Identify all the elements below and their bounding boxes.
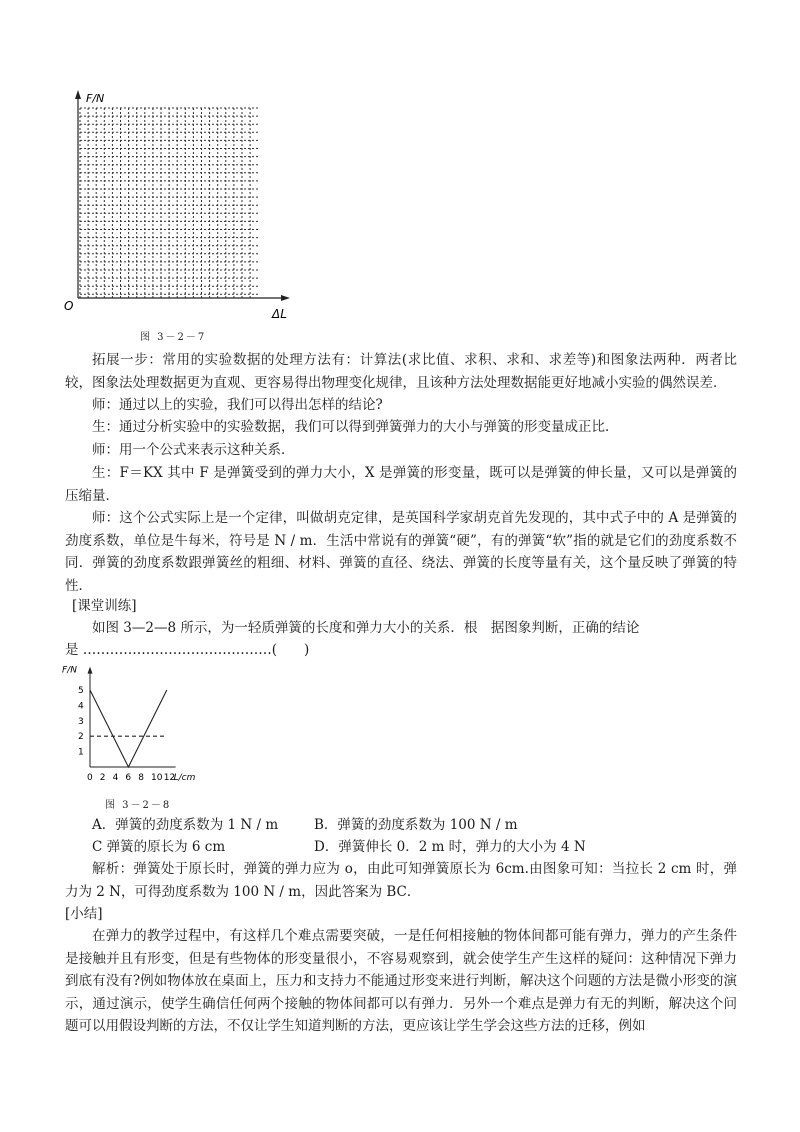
x-tick-label: 10 [151, 773, 163, 783]
option-c: C 弹簧的原长为 6 cm [92, 839, 226, 855]
y-axis-arrow [88, 667, 93, 674]
paragraph-teacher-1: 师：通过以上的实验，我们可以得出怎样的结论? [92, 397, 383, 413]
option-a: A．弹簧的劲度系数为 1 N / m [92, 817, 279, 833]
analysis-paragraph: 解析：弹簧处于原长时，弹簧的弹力应为 o，由此可知弹簧原长为 6cm.由图象可知：当拉长 2 cm 时，弹力为 2 N，可得劲度系数为 100 N / m，因此答案为 BC． [65, 861, 737, 900]
option-b: B．弹簧的劲度系数为 100 N / m [314, 817, 518, 833]
x-axis-label: ΔL [272, 307, 287, 321]
figure-3-2-8-chart [58, 662, 248, 792]
option-d: D．弹簧伸长 0．2 m 时，弹力的大小为 4 N [314, 839, 586, 855]
y-tick-label: 2 [78, 732, 84, 743]
origin-label: O [64, 299, 74, 313]
paragraph-teacher-3: 师：这个公式实际上是一个定律，叫做胡克定律，是英国科学家胡克首先发现的，其中式子中的 A 是弹簧的劲度系数，单位是牛每米，符号是 N / m．生活中常说有的弹簧“硬”，有的弹簧“软”指的就是它们的劲度系数不同．弹簧的劲度系数跟弹簧丝的粗细、材料、弹簧的直径、绕法、弹簧的长度等量有关，这个量反映了弹簧的特性． [65, 510, 737, 594]
paragraph-teacher-2: 师：用一个公式来表示这种关系． [92, 442, 295, 458]
paragraph-extension: 拓展一步：常用的实验数据的处理方法有：计算法(求比值、求积、求和、求差等)和图象法两种．两者比较，图象法处理数据更为直观、更容易得出物理变化规律，且该种方法处理数据能更好地减小实验的偶然误差． [65, 352, 737, 391]
section-heading-practice: [课堂训练] [72, 598, 137, 614]
x-axis-arrow [281, 295, 290, 301]
figure-caption: 图 3－2－7 [140, 332, 207, 343]
y-axis-label: F/N [62, 665, 77, 676]
chart-caption: 图 3－2－8 [105, 800, 172, 811]
y-axis-arrow [75, 90, 81, 99]
section-heading-summary: [小结] [65, 906, 103, 922]
x-tick-label: 8 [138, 773, 144, 783]
grid [80, 108, 258, 298]
summary-paragraph: 在弹力的教学过程中，有这样几个难点需要突破，一是任何相接触的物体间都可能有弹力，弹力的产生条件是接触并且有形变，但是有些物体的形变量很小，不容易观察到，就会使学生产生这样的疑问：这种情况下弹力到底有没有?例如物体放在桌面上，压力和支持力不能通过形变来进行判断，解决这个问题的方法是微小形变的演示，通过演示，使学生确信任何两个接触的物体间都可以有弹力．另外一个难点是弹力有无的判断，解决这个问题可以用假设判断的方法，不仅让学生知道判断的方法，更应该让学生学会这些方法的迁移，例如 [65, 928, 737, 1034]
x-tick-label: 4 [112, 773, 119, 783]
x-tick-label: 0 [87, 773, 93, 783]
x-tick-label: 6 [125, 773, 132, 783]
question-line-1: 如图 3—2—8 所示，为一轻质弹簧的长度和弹力大小的关系．根 据图象判断，正确的结论 [92, 620, 640, 636]
x-tick-label: 2 [99, 773, 106, 783]
y-tick-label: 4 [78, 701, 84, 712]
y-axis-label: F/N [86, 92, 105, 105]
x-axis-label: L/cm [173, 773, 196, 783]
paragraph-student-1: 生：通过分析实验中的实验数据，我们可以得到弹簧弹力的大小与弹簧的形变量成正比． [92, 419, 619, 435]
y-tick-label: 5 [78, 686, 84, 696]
y-tick-label: 1 [78, 747, 84, 758]
question-line-2: 是 ……………………………………( ) [65, 642, 310, 658]
series-force-length-line [90, 690, 167, 767]
x-tick-label: 12 [163, 773, 176, 783]
figure-3-2-7 [60, 86, 300, 322]
paragraph-student-2: 生：F＝KX 其中 F 是弹簧受到的弹力大小，X 是弹簧的形变量，既可以是弹簧的伸长量，又可以是弹簧的压缩量． [65, 465, 737, 504]
y-tick-label: 3 [78, 716, 84, 727]
